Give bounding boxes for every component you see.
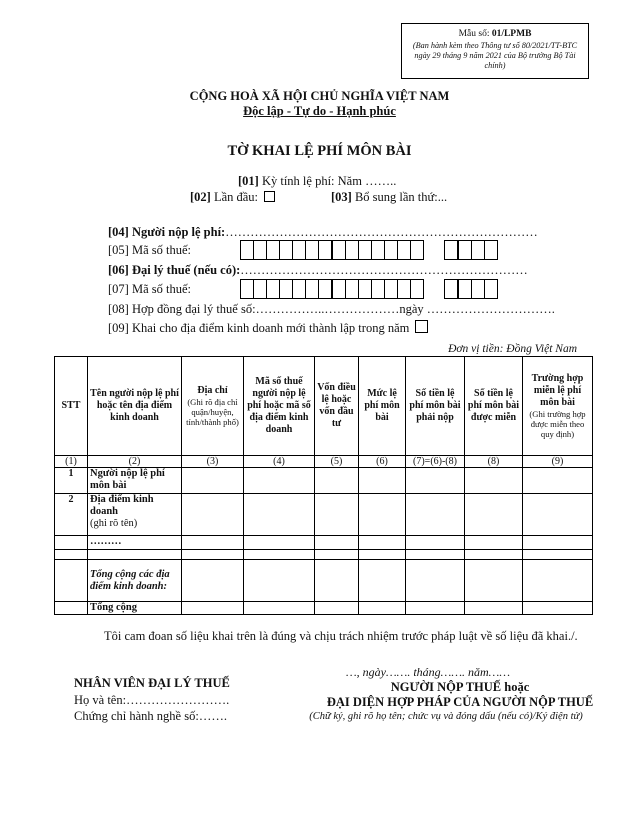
table-cell[interactable] (244, 602, 315, 615)
field-supplement[interactable]: [03] Bổ sung lần thứ:... (331, 190, 448, 204)
table-header-row (55, 357, 593, 456)
agent-tax-code-branch-boxes[interactable] (444, 279, 498, 299)
tax-code-digit[interactable] (240, 240, 253, 260)
agent-staff-name[interactable]: Họ và tên:……………………. (74, 693, 230, 707)
motto: Độc lập - Tự do - Hạnh phúc (243, 104, 396, 118)
agent-tax-code-digit[interactable] (292, 279, 305, 299)
field-first-time: [02] Lần đầu: (190, 190, 275, 205)
table-cell[interactable] (465, 536, 523, 550)
nation-heading: CỘNG HOÀ XÃ HỘI CHỦ NGHĨA VIỆT NAM (189, 89, 450, 103)
tax-code-boxes[interactable] (240, 240, 424, 260)
row-name: ……… (88, 536, 182, 550)
agent-tax-code-branch-digit[interactable] (444, 279, 457, 299)
row-name: Tổng cộng (88, 602, 182, 615)
agent-tax-code-digit[interactable] (371, 279, 384, 299)
field-fee-payer[interactable]: [04] Người nộp lệ phí:………………………………………………………………… (108, 225, 538, 239)
tax-code-digit[interactable] (305, 240, 318, 260)
tax-code-digit[interactable] (279, 240, 292, 260)
column-number-row (55, 456, 593, 468)
tax-code-digit[interactable] (358, 240, 371, 260)
col-header-tax-code: Mã số thuế người nộp lệ phí hoặc mã số địa điểm kinh doanh (244, 357, 315, 456)
col-header-address: Địa chỉ (Ghi rõ địa chỉ quận/huyện, tỉnh/thành phố) (182, 357, 244, 456)
tax-code-digit[interactable] (397, 240, 410, 260)
col-number: (9) (523, 456, 593, 468)
agent-tax-code-branch-digit[interactable] (457, 279, 471, 299)
currency-unit: Đơn vị tiền: Đồng Việt Nam (448, 343, 577, 355)
tax-code-digit[interactable] (318, 240, 331, 260)
tax-code-branch-boxes[interactable] (444, 240, 498, 260)
row-stt: 2 (55, 494, 88, 536)
form-code-box (401, 23, 589, 79)
sign-date-line[interactable]: …, ngày……. tháng……. năm…… (346, 665, 511, 679)
agent-tax-code-digit[interactable] (397, 279, 410, 299)
table-cell[interactable] (406, 550, 465, 560)
table-cell[interactable] (182, 536, 244, 550)
new-location-checkbox[interactable] (415, 320, 428, 333)
page-title: TỜ KHAI LỆ PHÍ MÔN BÀI (227, 143, 412, 159)
table-cell[interactable] (182, 494, 244, 536)
form-code: Mẫu số: 01/LPMB (458, 29, 532, 39)
table-row-total (55, 602, 593, 615)
table-cell[interactable] (406, 468, 465, 494)
table-row (55, 550, 593, 560)
table-cell[interactable] (182, 560, 244, 602)
table-row (55, 468, 593, 494)
row-name: Tổng cộng các địa điểm kinh doanh: (88, 560, 182, 602)
col-number: (1) (55, 456, 88, 468)
table-cell (55, 536, 88, 550)
agent-staff-cert[interactable]: Chứng chỉ hành nghề số:……. (74, 709, 227, 723)
field-tax-code-label: [05] Mã số thuế: (108, 243, 191, 257)
table-cell[interactable] (465, 602, 523, 615)
agent-tax-code-digit[interactable] (253, 279, 266, 299)
table-cell[interactable] (359, 468, 406, 494)
agent-tax-code-digit[interactable] (279, 279, 292, 299)
first-time-checkbox[interactable] (264, 191, 275, 202)
col-number: (5) (315, 456, 359, 468)
table-cell[interactable] (523, 468, 593, 494)
agent-staff-title: NHÂN VIÊN ĐẠI LÝ THUẾ (74, 676, 230, 690)
table-cell[interactable] (465, 550, 523, 560)
table-cell[interactable] (182, 550, 244, 560)
agent-tax-code-digit[interactable] (384, 279, 397, 299)
agent-tax-code-digit[interactable] (331, 279, 345, 299)
field-tax-period[interactable]: [01] Kỳ tính lệ phí: Năm …….. (238, 174, 397, 188)
tax-code-digit[interactable] (292, 240, 305, 260)
agent-tax-code-branch-digit[interactable] (471, 279, 484, 299)
table-cell[interactable] (406, 494, 465, 536)
table-cell (55, 602, 88, 615)
table-cell[interactable] (315, 536, 359, 550)
tax-code-branch-digit[interactable] (471, 240, 484, 260)
table-cell[interactable] (359, 602, 406, 615)
table-row (55, 536, 593, 550)
payer-title-line2: ĐẠI DIỆN HỢP PHÁP CỦA NGƯỜI NỘP THUẾ (326, 695, 594, 709)
col-number: (6) (359, 456, 406, 468)
col-number: (4) (244, 456, 315, 468)
col-header-fee-exempt: Số tiền lệ phí môn bài được miễn (465, 357, 523, 456)
table-cell[interactable] (182, 468, 244, 494)
agent-tax-code-digit[interactable] (318, 279, 331, 299)
tax-code-digit[interactable] (410, 240, 424, 260)
tax-code-digit[interactable] (345, 240, 358, 260)
table-cell[interactable] (315, 602, 359, 615)
agent-tax-code-digit[interactable] (345, 279, 358, 299)
form-issued-note: (Ban hành kèm theo Thông tư số 80/2021/TT-BTC ngày 29 tháng 9 năm 2021 của Bộ trưởng Bộ Tài chính) (412, 41, 578, 70)
table-cell[interactable] (523, 550, 593, 560)
table-cell[interactable] (523, 560, 593, 602)
commitment-statement: Tôi cam đoan số liệu khai trên là đúng và chịu trách nhiệm trước pháp luật về số liệu đã khai./. (104, 629, 578, 643)
col-number: (2) (88, 456, 182, 468)
table-cell[interactable] (523, 602, 593, 615)
tax-code-digit[interactable] (384, 240, 397, 260)
agent-tax-code-digit[interactable] (240, 279, 253, 299)
col-number: (7)=(6)-(8) (406, 456, 465, 468)
table-cell[interactable] (359, 560, 406, 602)
table-cell[interactable] (465, 560, 523, 602)
row-stt: 1 (55, 468, 88, 494)
table-cell[interactable] (523, 494, 593, 536)
table-cell[interactable] (315, 468, 359, 494)
col-header-fee-level: Mức lệ phí môn bài (359, 357, 406, 456)
col-header-capital: Vốn điều lệ hoặc vốn đầu tư (315, 357, 359, 456)
tax-code-digit[interactable] (371, 240, 384, 260)
table-cell (55, 560, 88, 602)
table-cell[interactable] (359, 494, 406, 536)
table-cell[interactable] (244, 550, 315, 560)
table-cell[interactable] (315, 560, 359, 602)
col-number: (8) (465, 456, 523, 468)
tax-code-branch-digit[interactable] (444, 240, 457, 260)
tax-code-digit[interactable] (253, 240, 266, 260)
row-name: Người nộp lệ phí môn bài (88, 468, 182, 494)
table-cell[interactable] (315, 550, 359, 560)
table-row-subtotal (55, 560, 593, 602)
tax-code-digit[interactable] (331, 240, 345, 260)
table-cell[interactable] (406, 602, 465, 615)
table-row (55, 494, 593, 536)
table-cell[interactable] (406, 560, 465, 602)
col-header-fee-payable: Số tiền lệ phí môn bài phải nộp (406, 357, 465, 456)
table-cell[interactable] (88, 550, 182, 560)
table-cell[interactable] (244, 536, 315, 550)
tax-code-branch-digit[interactable] (484, 240, 498, 260)
table-cell[interactable] (182, 602, 244, 615)
col-header-name: Tên người nộp lệ phí hoặc tên địa điểm kinh doanh (88, 357, 182, 456)
agent-tax-code-boxes[interactable] (240, 279, 424, 299)
table-cell[interactable] (359, 536, 406, 550)
col-header-stt: STT (55, 357, 88, 456)
payer-sign-note: (Chữ ký, ghi rõ họ tên; chức vụ và đóng dấu (nếu có)/Ký điện tử) (309, 711, 583, 722)
col-number: (3) (182, 456, 244, 468)
tax-code-digit[interactable] (266, 240, 279, 260)
agent-tax-code-digit[interactable] (358, 279, 371, 299)
payer-title-line1: NGƯỜI NỘP THUẾ hoặc (390, 680, 530, 694)
field-new-location: [09] Khai cho địa điểm kinh doanh mới thành lập trong năm (108, 320, 428, 336)
row-name: Địa điểm kinh doanh (ghi rõ tên) (88, 494, 182, 536)
table-cell[interactable] (359, 550, 406, 560)
table-cell (55, 550, 88, 560)
agent-tax-code-digit[interactable] (410, 279, 424, 299)
table-cell[interactable] (406, 536, 465, 550)
tax-code-branch-digit[interactable] (457, 240, 471, 260)
table-cell[interactable] (244, 468, 315, 494)
table-cell[interactable] (465, 468, 523, 494)
agent-tax-code-digit[interactable] (266, 279, 279, 299)
fee-table (54, 356, 593, 615)
table-cell[interactable] (244, 494, 315, 536)
field-agent-tax-code-label: [07] Mã số thuế: (108, 282, 191, 296)
agent-tax-code-digit[interactable] (305, 279, 318, 299)
table-cell[interactable] (315, 494, 359, 536)
table-cell[interactable] (523, 536, 593, 550)
agent-tax-code-branch-digit[interactable] (484, 279, 498, 299)
table-cell[interactable] (465, 494, 523, 536)
col-header-exempt-case: Trường hợp miễn lệ phí môn bài (Ghi trường hợp được miễn theo quy định) (523, 357, 593, 456)
table-cell[interactable] (244, 560, 315, 602)
field-tax-agent[interactable]: [06] Đại lý thuế (nếu có):…………………………………………………………… (108, 263, 528, 277)
field-agent-contract[interactable]: [08] Hợp đồng đại lý thuế số:……………..………………ngày …………………………. (108, 302, 555, 316)
